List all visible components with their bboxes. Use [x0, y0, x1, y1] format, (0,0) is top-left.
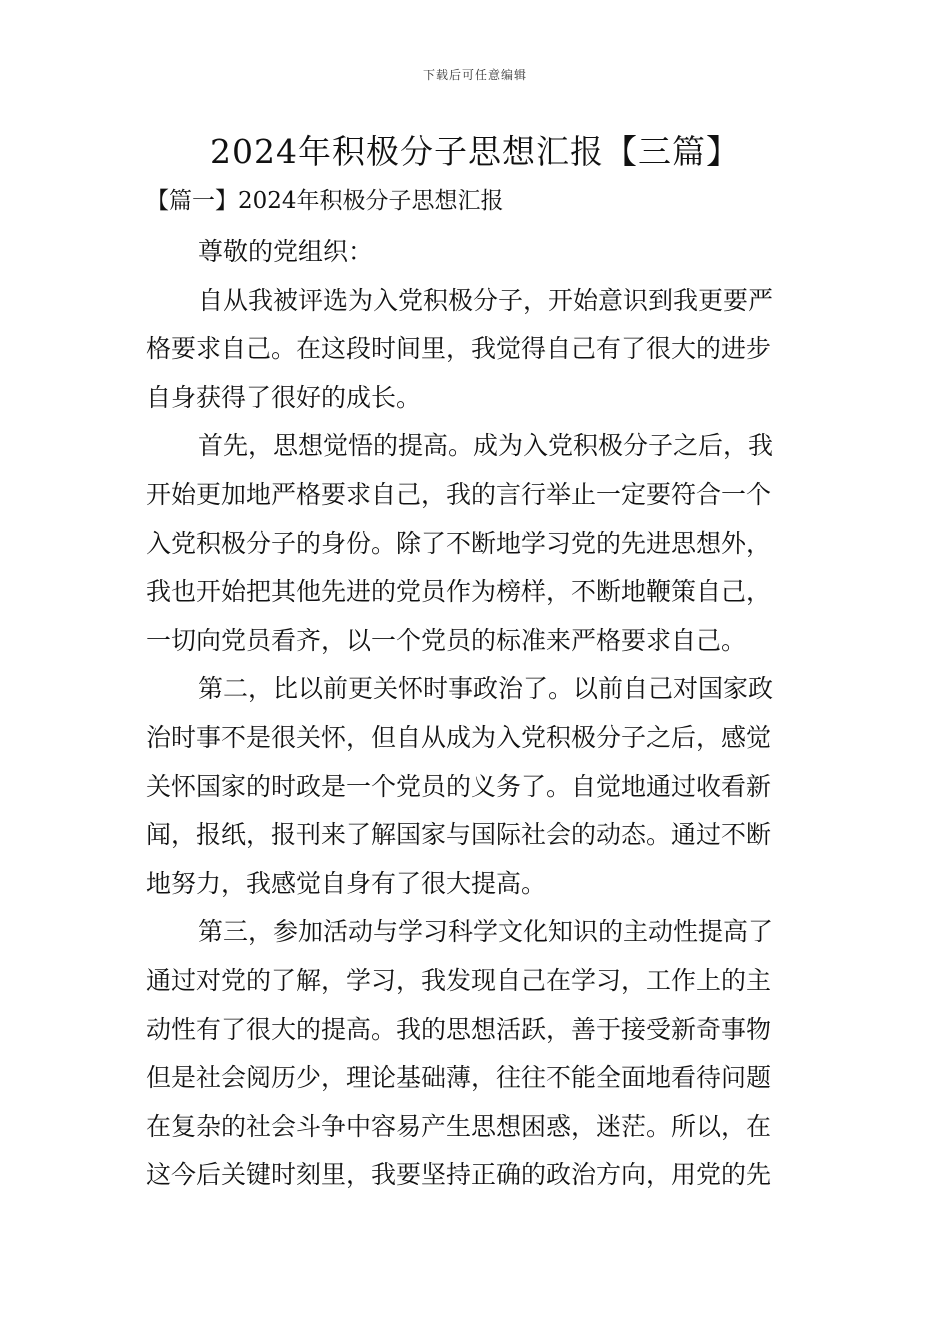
body-text-line: 这今后关键时刻里，我要坚持正确的政治方向，用党的先: [146, 1160, 772, 1190]
document-title: 2024年积极分子思想汇报【三篇】: [210, 132, 740, 171]
body-text-line: 闻，报纸，报刊来了解国家与国际社会的动态。通过不断: [146, 820, 772, 850]
body-text-line: 但是社会阅历少，理论基础薄，往往不能全面地看待问题: [146, 1063, 772, 1093]
body-text-line: 地努力，我感觉自身有了很大提高。: [146, 868, 547, 898]
body-text-line: 通过对党的了解，学习，我发现自己在学习，工作上的主: [146, 965, 772, 995]
body-text-line: 尊敬的党组织：: [198, 237, 374, 266]
body-text-line: 动性有了很大的提高。我的思想活跃，善于接受新奇事物: [146, 1014, 772, 1044]
body-text-line: 我也开始把其他先进的党员作为榜样，不断地鞭策自己，: [146, 577, 772, 607]
body-text-line: 自从我被评选为入党积极分子，开始意识到我更要严: [198, 285, 774, 315]
body-text-line: 入党积极分子的身份。除了不断地学习党的先进思想外，: [146, 528, 772, 558]
body-text-line: 关怀国家的时政是一个党员的义务了。自觉地通过收看新: [146, 771, 772, 801]
body-text-line: 治时事不是很关怀，但自从成为入党积极分子之后，感觉: [146, 722, 772, 752]
body-text-line: 格要求自己。在这段时间里，我觉得自己有了很大的进步: [146, 334, 772, 364]
body-text-line: 一切向党员看齐，以一个党员的标准来严格要求自己。: [146, 625, 747, 655]
body-text-line: 开始更加地严格要求自己，我的言行举止一定要符合一个: [146, 479, 772, 509]
body-text-line: 第二，比以前更关怀时事政治了。以前自己对国家政: [198, 674, 774, 704]
body-text-line: 自身获得了很好的成长。: [146, 382, 422, 412]
body-text-line: 首先，思想觉悟的提高。成为入党积极分子之后，我: [198, 431, 774, 461]
body-text-line: 第三，参加活动与学习科学文化知识的主动性提高了: [198, 917, 774, 947]
header-note: 下载后可任意编辑: [422, 68, 527, 82]
body-text-line: 在复杂的社会斗争中容易产生思想困惑，迷茫。所以，在: [146, 1111, 772, 1141]
section-heading: 【篇一】2024年积极分子思想汇报: [146, 188, 504, 214]
document-body: [146, 228, 806, 1200]
